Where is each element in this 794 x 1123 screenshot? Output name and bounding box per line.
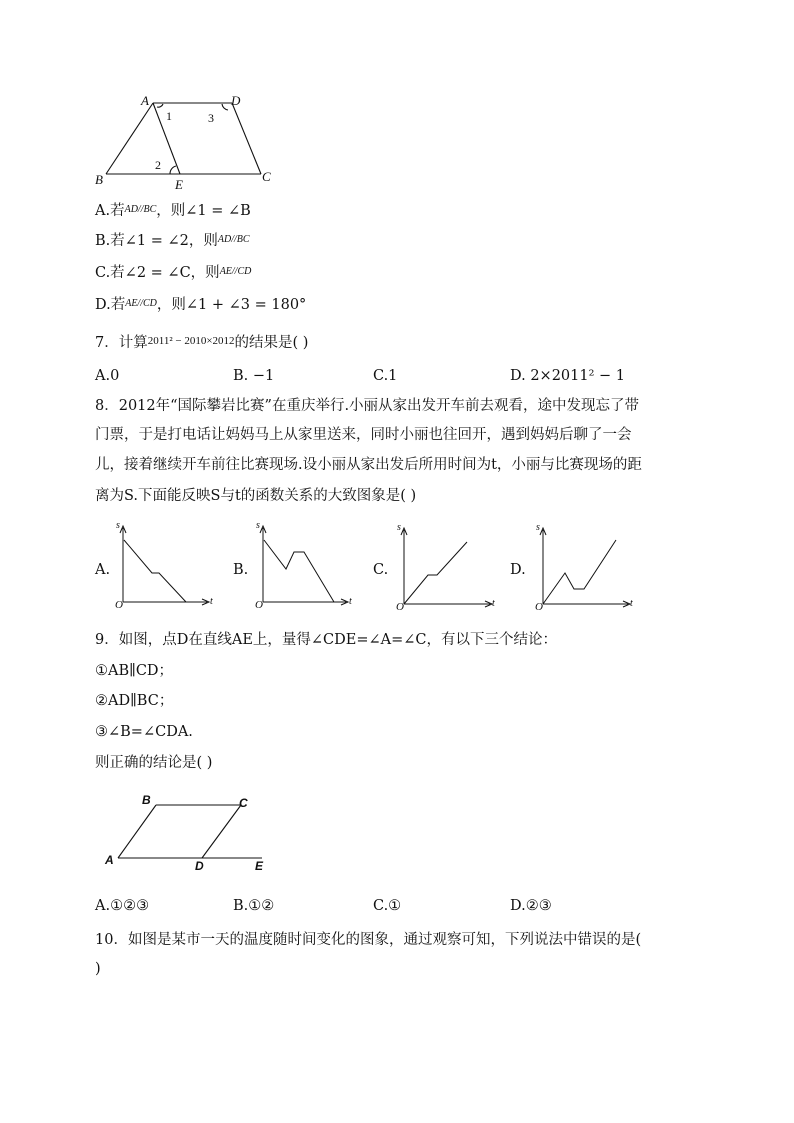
- q6-option-a-suffix: ，则∠1 = ∠B: [156, 203, 251, 219]
- q7-option-a[interactable]: A.0: [95, 368, 120, 384]
- point-label-e: E: [175, 177, 183, 192]
- q8-graph-b-origin: O: [255, 599, 263, 611]
- q7-option-b[interactable]: B. −1: [233, 368, 275, 384]
- q9-option-d[interactable]: D.②③: [510, 898, 552, 914]
- q6-option-b-prefix: B.若∠1 = ∠2，则: [95, 233, 218, 249]
- q8-line-1: 8．2012年“国际攀岩比赛”在重庆举行.小丽从家出发开车前去观看，途中发现忘了带: [95, 398, 640, 414]
- trapezoid-figure: [0, 0, 794, 200]
- q8-line-3: 儿，接着继续开车前往比赛现场.设小丽从家出发后所用时间为t，小丽与比赛现场的距: [95, 457, 642, 473]
- q9-option-a[interactable]: A.①②③: [95, 898, 150, 914]
- q6-option-d-suffix: ，则∠1 + ∠3 = 180°: [156, 297, 307, 313]
- q8-graph-c-axis-s: s: [397, 522, 401, 533]
- q8-graph-a-axis-t: t: [210, 596, 213, 607]
- q6-option-b-math: AD//BC: [217, 234, 250, 245]
- q6-option-b[interactable]: [95, 230, 250, 251]
- q9-conclusion-3: ③∠B=∠CDA.: [95, 724, 193, 740]
- q7-stem: [95, 331, 308, 353]
- q8-line-2: 门票，于是打电话让妈妈马上从家里送来，同时小丽也往回开，遇到妈妈后聊了一会: [95, 427, 632, 443]
- q9-option-b[interactable]: B.①②: [233, 898, 275, 914]
- q9-point-label-e: E: [255, 859, 264, 873]
- q7-stem-prefix: 7．计算: [95, 335, 148, 351]
- q6-option-a-prefix: A.若: [95, 203, 125, 219]
- q9-point-label-c: C: [239, 796, 248, 810]
- q8-graph-d-axis-t: t: [630, 598, 633, 609]
- q6-option-a-math: AD//BC: [124, 204, 157, 215]
- point-label-d: D: [231, 93, 241, 108]
- q6-option-a[interactable]: [95, 200, 251, 221]
- q8-graph-b-axis-s: s: [256, 520, 260, 531]
- q7-option-c[interactable]: C.1: [373, 368, 398, 384]
- q8-graph-c-origin: O: [396, 601, 404, 613]
- q9-point-label-a: A: [105, 853, 114, 867]
- q7-stem-suffix: 的结果是( ): [234, 335, 309, 351]
- q8-option-c-label[interactable]: C.: [373, 562, 389, 578]
- q8-option-b-label[interactable]: B.: [233, 562, 249, 578]
- q9-point-label-d: D: [195, 859, 204, 873]
- q8-graph-d-origin: O: [535, 601, 543, 613]
- q7-expression: 2011² − 2010×2012: [147, 335, 235, 347]
- q9-stem: 9．如图，点D在直线AE上，量得∠CDE=∠A=∠C，有以下三个结论：: [95, 632, 558, 648]
- angle-label-3: 3: [208, 111, 214, 125]
- q6-option-d[interactable]: [95, 294, 306, 315]
- q6-option-d-prefix: D.若: [95, 297, 126, 313]
- q8-option-d-label[interactable]: D.: [510, 562, 526, 578]
- q8-line-4: 离为S.下面能反映S与t的函数关系的大致图象是( ): [95, 488, 417, 504]
- q6-option-c[interactable]: [95, 262, 251, 283]
- point-label-c: C: [262, 169, 271, 184]
- point-label-b: B: [95, 172, 103, 187]
- q6-option-c-math: AE//CD: [219, 266, 252, 277]
- q9-option-c[interactable]: C.①: [373, 898, 402, 914]
- q9-point-label-b: B: [142, 793, 151, 807]
- q9-conclusion-2: ②AD∥BC；: [95, 693, 174, 709]
- angle-label-2: 2: [155, 158, 161, 172]
- q9-conclusion-1: ①AB∥CD；: [95, 663, 174, 679]
- q7-option-d[interactable]: D. 2×2011² − 1: [510, 368, 626, 384]
- point-label-a: A: [141, 93, 149, 108]
- q8-graph-b-axis-t: t: [349, 596, 352, 607]
- q8-graph-d-axis-s: s: [536, 522, 540, 533]
- q8-option-a-label[interactable]: A.: [95, 562, 111, 578]
- q10-line-1: 10．如图是某市一天的温度随时间变化的图象，通过观察可知，下列说法中错误的是(: [95, 932, 642, 948]
- q10-line-2: ): [95, 961, 101, 977]
- q8-graph-a-axis-s: s: [116, 520, 120, 531]
- q6-option-d-math: AE//CD: [125, 298, 157, 309]
- q9-ask: 则正确的结论是( ): [95, 755, 213, 771]
- q6-option-c-prefix: C.若∠2 = ∠C，则: [95, 265, 220, 281]
- q8-graph-c-axis-t: t: [492, 598, 495, 609]
- angle-label-1: 1: [166, 109, 172, 123]
- q8-graph-a-origin: O: [115, 599, 123, 611]
